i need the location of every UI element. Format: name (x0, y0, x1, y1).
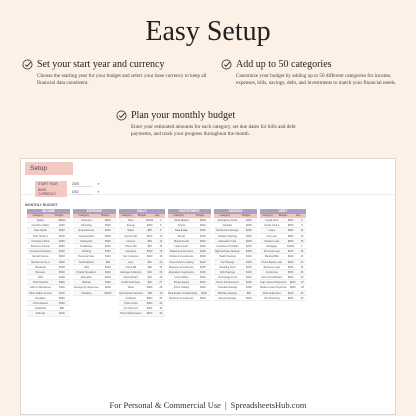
day-cell[interactable]: 27 (301, 281, 304, 285)
budget-cell[interactable]: $150 (105, 250, 111, 254)
column-title: INVESTMENT (168, 209, 211, 214)
category-cell[interactable]: Stock Market (174, 219, 189, 222)
day-cell[interactable]: 1 (301, 244, 303, 248)
budget-cell[interactable]: $250 (200, 239, 206, 243)
budget-column-expense (73, 209, 116, 317)
budget-cell[interactable]: $300 (287, 260, 294, 264)
column-header: Budget (55, 214, 64, 217)
setup-title: Setup (25, 162, 73, 175)
table-row[interactable] (214, 296, 257, 301)
day-cell[interactable]: 30 (159, 307, 163, 311)
budget-cell[interactable]: $150 (146, 224, 153, 228)
budget-cell[interactable]: $150 (105, 281, 111, 285)
column-title: BILLS (119, 209, 165, 214)
budget-cell[interactable]: $300 (59, 281, 65, 285)
day-cell[interactable]: 22 (159, 265, 163, 269)
category-cell[interactable]: Side Hustle (34, 229, 47, 233)
day-cell[interactable]: 28 (301, 286, 304, 290)
category-cell[interactable]: Emergency Expenses (74, 286, 99, 290)
column-header: Budget (137, 214, 147, 217)
column-header: Category (262, 214, 273, 217)
category-cell[interactable]: Water (127, 229, 135, 233)
budget-cell[interactable]: $1200 (287, 244, 295, 248)
category-cell[interactable]: Commissions (32, 302, 48, 305)
budget-cell[interactable]: $400 (287, 265, 294, 269)
budget-cell[interactable]: $150 (287, 224, 294, 228)
column-title: EXPENSE (73, 209, 116, 214)
category-cell[interactable]: Childcare (125, 296, 137, 300)
day-cell[interactable]: 20 (300, 255, 304, 259)
category-cell[interactable]: Rental Income (32, 255, 49, 259)
feature-title: Plan your monthly budget (131, 110, 236, 121)
category-cell[interactable]: Home Maintenance (119, 312, 142, 316)
day-cell[interactable]: 15 (159, 244, 163, 248)
currency-row (35, 187, 100, 197)
category-cell[interactable]: Forex Trading (173, 286, 190, 290)
category-cell[interactable]: Hobbies (81, 281, 92, 285)
budget-column-debt (260, 209, 306, 317)
category-cell[interactable]: Index Funds (174, 244, 189, 248)
budget-cell[interactable]: $200 (59, 265, 65, 269)
day-cell[interactable]: 15 (159, 250, 163, 254)
category-cell[interactable]: Freelance Work (31, 239, 50, 243)
budget-cell[interactable]: $100 (287, 291, 294, 295)
category-cell[interactable]: Shopping (81, 224, 92, 228)
column-header: Budget (242, 214, 251, 217)
budget-cell[interactable]: $300 (105, 239, 111, 243)
category-cell[interactable]: Cashback (34, 307, 46, 311)
day-cell[interactable]: 1 (160, 219, 162, 222)
budget-cell[interactable]: $400 (146, 302, 153, 305)
category-cell[interactable]: Travelled Savings (217, 286, 238, 290)
category-cell[interactable]: Mortgage (266, 244, 278, 248)
budget-cell[interactable]: $150 (246, 260, 252, 264)
category-cell[interactable]: Subscriptions (123, 276, 139, 280)
category-cell[interactable]: Loans (268, 229, 276, 233)
category-cell[interactable]: Council Tax (124, 234, 138, 238)
category-cell[interactable]: Subscription Services (119, 291, 144, 295)
budget-column-savings (214, 209, 257, 317)
budget-cell[interactable]: $200 (59, 291, 65, 295)
category-cell[interactable]: Subscriptions (78, 260, 94, 264)
category-cell[interactable]: Garbage Collection (120, 270, 142, 274)
check-circle-icon (22, 59, 33, 70)
start-year-label: START YEAR (35, 181, 67, 187)
budget-cell[interactable]: $100 (59, 312, 65, 316)
category-cell[interactable]: Crypto (177, 224, 186, 228)
budget-cell[interactable]: $250 (246, 229, 252, 233)
category-cell[interactable]: Dividends (34, 265, 46, 269)
budget-cell[interactable]: $300 (246, 219, 252, 222)
budget-cell[interactable]: $200 (105, 276, 111, 280)
category-cell[interactable]: Internet (126, 239, 136, 243)
day-cell[interactable]: 5 (160, 224, 162, 228)
category-cell[interactable]: Business Investments (169, 265, 194, 269)
budget-cell[interactable]: $400 (59, 260, 65, 264)
budget-cell[interactable]: $100 (59, 276, 65, 280)
category-cell[interactable]: Car Insurance (122, 255, 139, 259)
footer-website: SpreadsheetsHub.com (230, 400, 307, 410)
budget-cell[interactable]: $35 (147, 291, 153, 295)
budget-cell[interactable]: $300 (200, 244, 206, 248)
category-cell[interactable]: Transportation (78, 234, 95, 238)
sheet-header (21, 159, 395, 195)
day-cell[interactable]: 30 (300, 296, 304, 300)
day-cell[interactable]: 10 (300, 229, 304, 233)
budget-cell[interactable]: $300 (246, 250, 252, 254)
category-cell[interactable]: Retirement Accounts (169, 250, 193, 254)
budget-cell[interactable]: $500 (59, 270, 65, 274)
category-cell[interactable]: Gym (128, 260, 134, 264)
category-cell[interactable]: Overtime Salary (31, 224, 50, 228)
budget-cell[interactable]: $300 (287, 276, 294, 280)
feature-title: Add up to 50 categories (236, 59, 332, 70)
category-cell[interactable]: Home Equity Loan (261, 260, 283, 264)
feature-description: Choose the starting year for your budget and select your base currency to keep all financial data consistent. (37, 73, 207, 86)
day-cell[interactable]: 18 (300, 250, 304, 254)
budget-cell[interactable]: $500 (200, 219, 206, 222)
column-header: Budget (278, 214, 288, 217)
budget-cell[interactable]: $100 (146, 255, 153, 259)
category-cell[interactable]: Personal Loan (263, 250, 280, 254)
budget-cell[interactable]: $1000 (104, 291, 112, 295)
category-cell[interactable]: Dividend Investments (169, 255, 194, 259)
day-cell[interactable]: 29 (300, 291, 304, 295)
category-cell[interactable]: Credit Card 2 (264, 224, 280, 228)
start-year-select[interactable]: 2025 (72, 182, 92, 187)
budget-cell[interactable]: $150 (146, 250, 153, 254)
budget-cell[interactable]: $50 (105, 260, 111, 264)
column-title: SAVINGS (214, 209, 257, 214)
category-cell[interactable]: Rental Income 2 (31, 260, 50, 264)
budget-cell[interactable]: $600 (59, 255, 65, 259)
day-cell[interactable]: 22 (300, 260, 304, 264)
category-cell[interactable]: Credit Card Fees (121, 281, 141, 285)
budget-cell[interactable]: $200 (287, 250, 294, 254)
table-row[interactable] (168, 296, 211, 301)
budget-cell[interactable]: $5000 (58, 219, 66, 222)
category-cell[interactable]: Peer-to-Peer Lending (169, 260, 194, 264)
day-cell[interactable]: 5 (160, 229, 162, 233)
budget-cell[interactable]: $100 (246, 276, 252, 280)
monthly-budget-label: MONTHLY BUDGET (25, 203, 58, 207)
day-cell[interactable]: 18 (159, 255, 163, 259)
feature-title: Set your start year and currency (37, 59, 165, 70)
budget-cell[interactable]: $200 (200, 255, 206, 259)
category-cell[interactable]: Gifts (83, 265, 89, 269)
category-cell[interactable]: Business Loan (263, 265, 280, 269)
category-cell[interactable]: Bonds (177, 234, 185, 238)
column-header: Category (173, 214, 185, 217)
category-cell[interactable]: Education Investments (168, 270, 195, 274)
category-cell[interactable]: Wedding Fund (219, 265, 236, 269)
column-header: Budget (196, 214, 205, 217)
category-cell[interactable]: Refunds (35, 312, 46, 316)
day-cell[interactable]: 20 (159, 260, 163, 264)
day-cell[interactable]: 24 (300, 265, 304, 269)
budget-cell[interactable]: $200 (105, 229, 111, 233)
budget-cell[interactable]: $500 (59, 229, 65, 233)
budget-cell[interactable]: $300 (200, 265, 206, 269)
budget-cell[interactable]: $200 (246, 265, 252, 269)
category-cell[interactable]: Private Equity (173, 281, 190, 285)
check-circle-icon (221, 59, 232, 70)
category-cell[interactable]: Business Investments (169, 296, 194, 300)
budget-cell[interactable]: $200 (105, 244, 111, 248)
budget-cell[interactable]: $150 (200, 234, 206, 238)
day-cell[interactable]: 10 (159, 234, 163, 238)
budget-cell[interactable]: $20 (147, 276, 152, 280)
budget-cell[interactable]: $90 (147, 265, 152, 269)
column-header: Category (219, 214, 231, 217)
day-cell[interactable]: 25 (300, 270, 304, 274)
category-cell[interactable]: Student Loan Payments (260, 286, 287, 290)
budget-cell[interactable]: $120 (146, 234, 153, 238)
category-cell[interactable]: Student Loan (264, 239, 280, 243)
category-cell[interactable]: Medical Bills (264, 255, 279, 259)
category-cell[interactable]: Big Purchase Savings (215, 250, 240, 254)
budget-cell[interactable]: $80 (147, 229, 152, 233)
category-cell[interactable]: Debt Consolidation (261, 276, 283, 280)
category-cell[interactable]: Investment Portfolio (216, 244, 239, 248)
category-cell[interactable]: Wedding (81, 291, 92, 295)
budget-cell[interactable]: $300 (146, 286, 153, 290)
day-cell[interactable]: 12 (159, 239, 163, 243)
column-title: INCOME (27, 209, 70, 214)
currency-label: BASE CURRENCY (35, 187, 67, 197)
category-cell[interactable]: Rent (128, 219, 134, 222)
budget-cell[interactable]: $200 (59, 234, 65, 238)
budget-cell[interactable]: $50 (246, 291, 252, 295)
footer-separator: | (224, 400, 227, 410)
column-header: Day (155, 214, 160, 217)
category-cell[interactable]: Mutual Funds (173, 239, 190, 243)
category-cell[interactable]: Other Stable Income (28, 291, 52, 295)
budget-cell[interactable]: $300 (59, 239, 65, 243)
category-cell[interactable]: Credit Line (265, 270, 278, 274)
footer-license: For Personal & Commercial Use (109, 400, 221, 410)
category-cell[interactable]: Technology Fund (217, 276, 237, 280)
category-cell[interactable]: Debt Settlement (262, 291, 281, 295)
category-cell[interactable]: Business Income (30, 244, 50, 248)
category-cell[interactable]: Clothing (81, 250, 92, 254)
column-header: Category (32, 214, 44, 217)
day-cell[interactable]: 12 (300, 234, 304, 238)
budget-cell[interactable]: $250 (287, 296, 294, 300)
check-circle-icon (116, 110, 127, 121)
category-cell[interactable]: Emergency Fund (217, 219, 237, 222)
category-cell[interactable]: Bonuses (35, 270, 46, 274)
table-row[interactable] (260, 296, 306, 301)
budget-cell[interactable]: $300 (287, 219, 294, 222)
table-row[interactable] (73, 291, 116, 296)
budget-cell[interactable]: $150 (246, 234, 252, 238)
category-cell[interactable]: Loan Interest Payments (260, 281, 287, 285)
category-cell[interactable]: Energy (126, 224, 135, 228)
budget-cell[interactable]: $60 (147, 239, 152, 243)
budget-cell[interactable]: $100 (105, 255, 111, 259)
budget-cell[interactable]: $800 (59, 244, 65, 248)
table-row[interactable] (119, 311, 165, 316)
feature-monthly-budget (116, 110, 306, 138)
category-cell[interactable]: Insurance (125, 250, 137, 254)
budget-cell[interactable]: $200 (200, 281, 206, 285)
category-cell[interactable]: Home Bill (125, 265, 137, 269)
day-cell[interactable]: 29 (159, 296, 163, 300)
budget-cell[interactable]: $100 (105, 265, 111, 269)
day-cell[interactable]: 27 (159, 281, 163, 285)
budget-column-income (27, 209, 70, 317)
category-cell[interactable]: Personal Care (78, 255, 95, 259)
category-columns (27, 209, 306, 317)
category-cell[interactable]: Child Savings (219, 270, 236, 274)
budget-cell[interactable]: $200 (59, 296, 65, 300)
budget-cell[interactable]: $1200 (146, 219, 154, 222)
category-cell[interactable]: Salary (36, 219, 44, 222)
budget-column-bills (119, 209, 165, 317)
budget-cell[interactable]: $100 (146, 312, 153, 316)
page-title: Easy Setup (145, 16, 271, 47)
budget-cell[interactable]: $350 (146, 307, 153, 311)
budget-cell[interactable]: $50 (147, 244, 152, 248)
category-cell[interactable]: Healthcare (80, 244, 93, 248)
category-cell[interactable]: Vacation (222, 224, 233, 228)
feature-description: Enter your estimated amounts for each category, set due dates for bills and debt payments, and track your progress throughout the month. (131, 124, 296, 137)
budget-cell[interactable]: $350 (287, 234, 294, 238)
budget-cell[interactable]: $150 (246, 286, 252, 290)
budget-cell[interactable]: $500 (146, 296, 153, 300)
column-header: Category (121, 214, 132, 217)
category-cell[interactable]: Tuition Fees (123, 302, 138, 305)
budget-cell[interactable]: $200 (201, 291, 207, 295)
day-cell[interactable]: 30 (159, 302, 163, 305)
day-cell[interactable]: 26 (300, 276, 304, 280)
budget-cell[interactable]: $200 (246, 244, 252, 248)
budget-cell[interactable]: $200 (105, 286, 111, 290)
category-cell[interactable]: Real Estate (174, 229, 188, 233)
category-cell[interactable]: Car Savings (220, 260, 235, 264)
day-cell[interactable]: 15 (300, 239, 304, 243)
feature-start-year (22, 59, 212, 87)
category-cell[interactable]: Car Loan (266, 234, 277, 238)
budget-cell[interactable]: $200 (200, 224, 206, 228)
category-cell[interactable]: Home Improvement (216, 281, 239, 285)
chevron-down-icon[interactable]: ▼ (97, 190, 100, 194)
day-cell[interactable]: 26 (159, 276, 163, 280)
category-cell[interactable]: Retirement Savings (216, 229, 239, 233)
budget-cell[interactable]: $600 (105, 219, 111, 222)
table-row[interactable] (27, 311, 70, 316)
budget-cell[interactable]: $150 (200, 270, 206, 274)
budget-cell[interactable]: $40 (147, 260, 152, 264)
budget-cell[interactable]: $100 (246, 296, 252, 300)
budget-cell[interactable]: $300 (105, 224, 111, 228)
feature-description: Customize your budget by adding up to 50 different categories for income, expenses, bills, savings, debt, and investments to match your financial needs. (236, 73, 397, 86)
budget-cell[interactable]: $250 (105, 234, 111, 238)
column-header: Category (78, 214, 90, 217)
category-cell[interactable]: Credit Card (265, 219, 279, 222)
category-cell[interactable]: Groceries (81, 219, 92, 222)
category-cell[interactable]: Gifts or Allowances (29, 286, 52, 290)
day-cell[interactable]: 25 (159, 270, 163, 274)
category-cell[interactable]: Commodities (174, 276, 189, 280)
budget-column-investment (168, 209, 211, 317)
budget-cell[interactable]: $300 (59, 302, 65, 305)
budget-cell[interactable]: $300 (200, 229, 206, 233)
day-cell[interactable]: 8 (301, 224, 303, 228)
budget-cell[interactable]: $400 (200, 250, 206, 254)
budget-cell[interactable]: $250 (287, 239, 294, 243)
column-header: Budget (101, 214, 110, 217)
budget-cell[interactable]: $30 (147, 270, 152, 274)
budget-cell[interactable]: $25 (147, 281, 152, 285)
category-cell[interactable]: Investment Returns (29, 250, 52, 254)
day-cell[interactable]: 5 (301, 219, 303, 222)
category-cell[interactable]: Charity Donations (76, 270, 97, 274)
budget-cell[interactable]: $200 (246, 224, 252, 228)
day-cell[interactable]: 28 (159, 291, 163, 295)
spreadsheet-preview (20, 158, 396, 415)
category-cell[interactable]: Entertainment (78, 229, 95, 233)
category-cell[interactable]: Car Payment (123, 307, 139, 311)
budget-cell[interactable]: $200 (200, 296, 206, 300)
budget-cell[interactable]: $150 (246, 281, 252, 285)
budget-cell[interactable]: $100 (289, 281, 296, 285)
budget-cell[interactable]: $100 (105, 270, 111, 274)
budget-cell[interactable]: $100 (246, 270, 252, 274)
category-cell[interactable]: Car Financing (264, 296, 280, 300)
day-cell[interactable]: 28 (159, 286, 163, 290)
budget-cell[interactable]: $100 (200, 276, 206, 280)
feature-categories (221, 59, 397, 87)
category-cell[interactable]: Special Savings (218, 296, 237, 300)
category-cell[interactable]: Eating Out (80, 239, 93, 243)
day-cell[interactable]: 30 (159, 312, 163, 316)
budget-cell[interactable]: $200 (59, 250, 65, 254)
budget-cell[interactable]: $50 (59, 307, 65, 311)
category-cell[interactable]: Vacation Savings (217, 234, 237, 238)
category-cell[interactable]: Gifts (37, 276, 43, 280)
category-cell[interactable]: Education (80, 276, 92, 280)
budget-cell[interactable]: $100 (59, 286, 65, 290)
budget-cell[interactable]: $150 (287, 270, 294, 274)
budget-cell[interactable]: $400 (287, 229, 294, 233)
category-cell[interactable]: Real Estate Crowdfunding (168, 291, 198, 295)
category-cell[interactable]: Child Support (32, 281, 49, 285)
budget-cell[interactable]: $300 (59, 224, 65, 228)
category-cell[interactable]: Royalties (35, 296, 46, 300)
category-cell[interactable]: Education Fund (218, 239, 237, 243)
budget-cell[interactable]: $100 (200, 286, 206, 290)
budget-cell[interactable]: $100 (246, 255, 252, 259)
chevron-down-icon[interactable]: ▼ (97, 182, 100, 186)
budget-cell[interactable]: $100 (287, 255, 294, 259)
category-cell[interactable]: Birthday Savings (218, 291, 237, 295)
column-title: DEBT (260, 209, 306, 214)
budget-cell[interactable]: $200 (290, 286, 296, 290)
category-cell[interactable]: Health Savings (219, 255, 236, 259)
category-cell[interactable]: Phone Bill (125, 244, 137, 248)
currency-select[interactable]: USD (72, 190, 92, 195)
budget-cell[interactable]: $200 (246, 239, 252, 243)
footer (0, 400, 416, 414)
column-header: Day (296, 214, 301, 217)
category-cell[interactable]: Side Hustle 2 (33, 234, 48, 238)
budget-cell[interactable]: $100 (200, 260, 206, 264)
category-cell[interactable]: Taxes (127, 286, 135, 290)
